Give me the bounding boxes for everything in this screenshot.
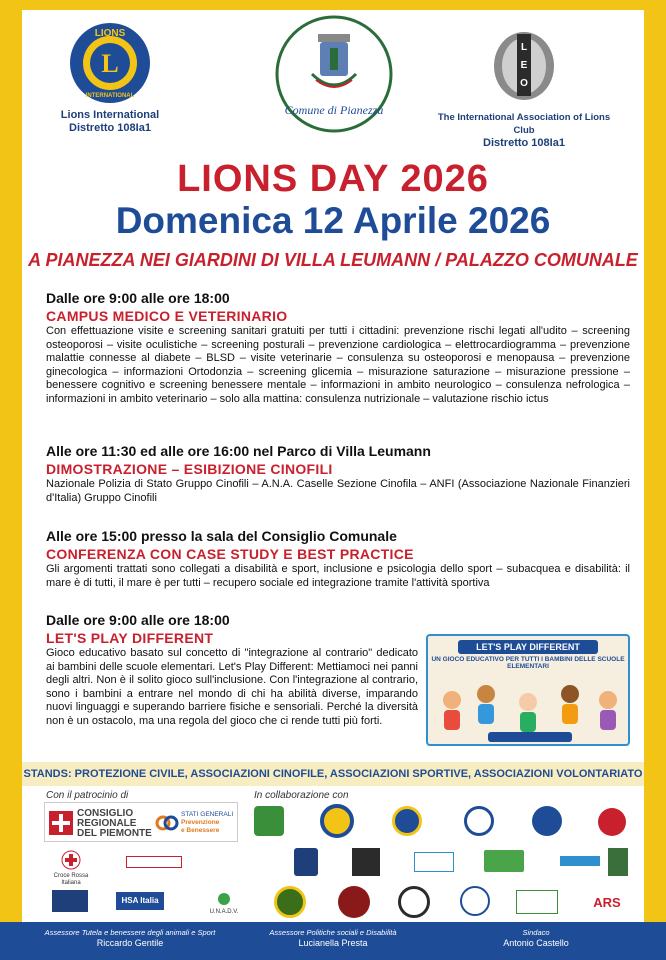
- lions-ring-bottom: INTERNATIONAL: [85, 93, 135, 99]
- hsa-italia-logo: HSA Italia: [116, 892, 164, 910]
- croce-di-torino-logo-icon: [126, 856, 182, 868]
- section-campus: [46, 290, 630, 407]
- play-image-subtitle: UN GIOCO EDUCATIVO PER TUTTI I BAMBINI DELLE SCUOLE ELEMENTARI: [431, 656, 625, 670]
- collaboration-label: In collaborazione con: [254, 790, 349, 801]
- stati-generali-2: Prevenzione: [181, 819, 220, 826]
- cri-logo: [46, 850, 96, 887]
- section-time: Dalle ore 9:00 alle ore 18:00: [46, 612, 230, 628]
- sponsor-logo-icon: [598, 808, 626, 836]
- play-image-title: LET'S PLAY DIFFERENT: [458, 640, 598, 654]
- stati-generali-1: STATI GENERALI: [181, 811, 234, 818]
- event-title: LIONS DAY 2026: [177, 158, 489, 200]
- signature-name: Riccardo Gentile: [96, 938, 164, 948]
- section-body: Gioco educativo basato sul concetto di "integrazione al contrario" dedicato ai bambini delle scuole elementari. Let's Play Different: Mettiamoci nei panni degli altri. Non è il solito gioco sull'inclusione. Con l'integrazione al contrario, sono i bambini a entrare nel mondo di chi ha abilità diverse, imparando nuovi linguaggi e superando barriere fisiche e sensoriali. Perché la diversità non è un ostacolo, ma una regola del gioco che ci rende tutti più forti.: [46, 647, 418, 727]
- section-heading: LET'S PLAY DIFFERENT: [46, 630, 214, 646]
- signature-role: Assessore Politiche sociali e Disabilità: [269, 928, 397, 937]
- section-time: Dalle ore 9:00 alle ore 18:00: [46, 290, 230, 306]
- kids-illustration-icon: [428, 670, 630, 746]
- signature-role: Sindaco: [522, 928, 550, 937]
- sponsor-logo-icon: [352, 848, 380, 876]
- footer-signature: [436, 928, 636, 949]
- lions-emblem-icon: [69, 22, 151, 104]
- lions-logo: [60, 22, 160, 135]
- signature-role: Assessore Tutela e benessere degli animali e Sport: [44, 928, 216, 937]
- sponsor-badge-icon: [398, 886, 430, 918]
- section-conferenza: [46, 528, 630, 590]
- section-heading: CAMPUS MEDICO E VETERINARIO: [46, 308, 288, 324]
- sponsor-shield-icon: [294, 848, 318, 876]
- sponsor-logo-icon: [52, 890, 88, 912]
- stati-generali-3: e Benessere: [181, 827, 220, 834]
- red-cross-icon: [61, 850, 81, 870]
- unadv-icon: [216, 892, 232, 906]
- leo-logo: [436, 24, 612, 150]
- sponsor-badge-icon: [274, 886, 306, 918]
- protezione-civile-icon: [320, 804, 354, 838]
- unadv-label: U.N.A.D.V.: [209, 909, 239, 915]
- stands-banner: STANDS: PROTEZIONE CIVILE, ASSOCIAZIONI CINOFILE, ASSOCIAZIONI SPORTIVE, ASSOCIAZIONI VOLONTARIATO: [22, 762, 644, 786]
- section-body: Nazionale Polizia di Stato Gruppo Cinofili – A.N.A. Caselle Sezione Cinofila – ANFI (Associazione Nazionale Finanzieri d'Italia) Gruppo Cinofili: [46, 478, 630, 504]
- sponsor-badge-icon: [460, 886, 490, 916]
- lions-caption-2: Distretto 108Ia1: [69, 122, 151, 134]
- footer-signature: [30, 928, 230, 949]
- leo-caption-1: The International Association of Lions Club: [437, 112, 611, 136]
- leo-caption-2: Distretto 108Ia1: [483, 137, 565, 149]
- unadv-logo: [204, 892, 244, 916]
- section-play: [46, 612, 418, 729]
- patronage-logos: [44, 802, 238, 842]
- play-different-image: [426, 634, 630, 746]
- stati-generali-logo: [181, 811, 233, 835]
- lions-club-icon: [392, 806, 422, 836]
- signature-name: Lucianella Presta: [298, 938, 368, 948]
- sponsor-logo-icon: [560, 856, 600, 866]
- signature-name: Antonio Castello: [503, 938, 569, 948]
- ars-logo-icon: [588, 892, 626, 912]
- consiglio-line-2: REGIONALE: [77, 818, 137, 829]
- footer-signature: [233, 928, 433, 949]
- sponsor-badge-icon: [338, 886, 370, 918]
- sponsor-logo-icon: [532, 806, 562, 836]
- stati-generali-icon: [155, 811, 179, 835]
- consiglio-line-1: CONSIGLIO: [77, 808, 134, 819]
- svg-text:O: O: [520, 78, 528, 89]
- leo-emblem-icon: [484, 24, 564, 106]
- svg-text:L: L: [520, 42, 528, 53]
- comune-crest-icon: [274, 14, 394, 134]
- cri-label: Croce Rossa Italiana: [53, 873, 89, 886]
- sponsor-logo-icon: [484, 850, 524, 872]
- sponsor-logo-icon: [212, 852, 258, 872]
- section-time: Alle ore 11:30 ed alle ore 16:00 nel Parco di Villa Leumann: [46, 443, 431, 459]
- consiglio-line-3: DEL PIEMONTE: [77, 828, 152, 839]
- section-body: Gli argomenti trattati sono collegati a disabilità e sport, inclusione e psicologia dello sport – subacquea e disabilità: il mare è di tutti, il mare è per tutti – recupero sociale ed integrazione tramite l'attività sportiva: [46, 563, 630, 589]
- svg-text:L: L: [101, 49, 119, 78]
- section-heading: CONFERENZA CON CASE STUDY E BEST PRACTICE: [46, 546, 414, 562]
- section-time: Alle ore 15:00 presso la sala del Consiglio Comunale: [46, 528, 397, 544]
- lions-ring-text: LIONS: [94, 28, 126, 39]
- side-strip: [644, 0, 666, 922]
- lions-caption-1: Lions International: [60, 109, 160, 121]
- consiglio-regionale-logo: [77, 809, 152, 839]
- section-heading: DIMOSTRAZIONE – ESIBIZIONE CINOFILI: [46, 461, 333, 477]
- svg-text:E: E: [520, 60, 528, 71]
- comune-name: Comune di Pianezza: [284, 103, 384, 117]
- section-cinofili: [46, 443, 630, 505]
- sponsor-logo-icon: [414, 852, 454, 872]
- section-body: Con effettuazione visite e screening sanitari gratuiti per tutti i cittadini: prevenzione rischi legati all'udito – screening osteoporosi – visite oculistiche – screening posturali – prevenzione cardiologica – elettrocardiogramma – prevenzione malattie connesse al diabete – BLSD – visite veterinarie – consulenza su osteoporosi e menopausa – prevenzione ginecologica – informazioni Ortodonzia – screening glicemia – misurazione saturazione – misurazione pressione – benessere cognitivo e screening benessere mentale – informazioni in ambito neurologico – consulenza nefrologica – informazioni in ambito veterinario – solo alla mattina: consulenza nutrizionale – valutazione rischio ictus: [46, 325, 630, 405]
- sponsor-logo-icon: [608, 848, 628, 876]
- event-place: A PIANEZZA NEI GIARDINI DI VILLA LEUMANN / PALAZZO COMUNALE: [28, 250, 638, 270]
- sponsor-logo-icon: [464, 806, 494, 836]
- patronage-label: Con il patrocinio di: [46, 790, 129, 801]
- event-date: Domenica 12 Aprile 2026: [115, 200, 551, 241]
- centro-sportivo-logo-icon: [516, 890, 558, 914]
- sponsor-logo-icon: [254, 806, 284, 836]
- svg-text:ARS: ARS: [593, 895, 621, 910]
- piemonte-crest-icon: [49, 811, 73, 835]
- comune-logo: [256, 14, 412, 139]
